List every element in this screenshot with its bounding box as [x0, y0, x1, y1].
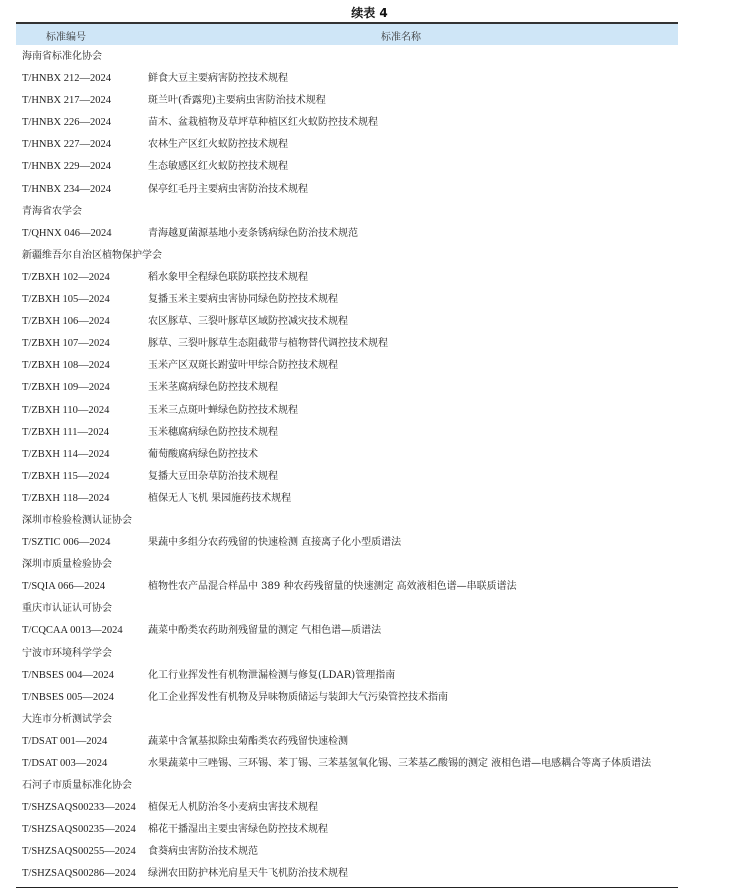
standard-name: 鲜食大豆主要病害防控技术规程: [148, 73, 288, 85]
group-row: [16, 775, 678, 797]
standard-name: 蔬菜中含氰基拟除虫菊酯类农药残留快速检测: [148, 735, 348, 747]
table-row: [16, 112, 678, 134]
standard-name: 保亭红毛丹主要病虫害防治技术规程: [148, 183, 308, 195]
group-row: [16, 245, 678, 267]
group-row: [16, 46, 678, 68]
standard-code: T/SHZSAQS00235—2024: [22, 824, 136, 836]
standard-name: 葡萄酸腐病绿色防控技术: [148, 448, 258, 460]
standard-code: T/ZBXH 118—2024: [22, 492, 110, 504]
table-row: [16, 68, 678, 90]
table-row: [16, 134, 678, 156]
standard-code: T/HNBX 229—2024: [22, 161, 111, 173]
organization-name: 青海省农学会: [22, 205, 82, 217]
table-row: [16, 687, 678, 709]
table-row: [16, 223, 678, 245]
standard-code: T/SHZSAQS00233—2024: [22, 802, 136, 814]
standard-name: 水果蔬菜中三唑锡、三环锡、苯丁锡、三苯基氢氧化锡、三苯基乙酸锡的测定 液相色谱—电感耦合等离子体质谱法: [148, 758, 652, 769]
standard-name: 豚草、三裂叶豚草生态阻截带与植物替代调控技术规程: [148, 338, 388, 350]
standard-code: T/NBSES 004—2024: [22, 669, 114, 681]
standard-code: T/ZBXH 115—2024: [22, 470, 110, 482]
standard-code: T/SQIA 066—2024: [22, 581, 106, 593]
standard-code: T/QHNX 046—2024: [22, 227, 112, 239]
standard-code: T/SHZSAQS00286—2024: [22, 868, 136, 880]
standard-code: T/ZBXH 105—2024: [22, 294, 110, 306]
standard-code: T/HNBX 234—2024: [22, 183, 111, 195]
table-row: [16, 488, 678, 510]
standard-name: 植保无人飞机 果园施药技术规程: [148, 492, 292, 504]
standard-name: 棉花干播湿出主要虫害绿色防控技术规程: [148, 824, 328, 836]
standard-name: 玉米穗腐病绿色防控技术规程: [148, 426, 278, 438]
standard-code: T/ZBXH 110—2024: [22, 404, 110, 416]
standard-code: T/ZBXH 102—2024: [22, 271, 110, 283]
organization-name: 石河子市质量标准化协会: [22, 780, 132, 792]
table-row: [16, 466, 678, 488]
standard-code: T/ZBXH 108—2024: [22, 360, 110, 372]
group-row: [16, 554, 678, 576]
group-row: [16, 201, 678, 223]
organization-name: 深圳市质量检验协会: [22, 559, 112, 571]
table-row: [16, 731, 678, 753]
table-row: [16, 444, 678, 466]
standard-name: 化工行业挥发性有机物泄漏检测与修复(LDAR)管理指南: [148, 669, 396, 681]
column-header-code: 标准编号: [46, 32, 86, 43]
table-body: [16, 45, 678, 886]
standard-code: T/HNBX 226—2024: [22, 117, 111, 129]
standard-name: 食葵病虫害防治技术规范: [148, 846, 258, 858]
table-row: [16, 665, 678, 687]
table-row: [16, 422, 678, 444]
group-row: [16, 643, 678, 665]
standard-name: 玉米产区双斑长跗萤叶甲综合防控技术规程: [148, 360, 338, 372]
table-title: 续表 4: [351, 6, 388, 20]
standard-name: 绿洲农田防护林光肩星天牛飞机防治技术规程: [148, 868, 348, 880]
standard-name: 蔬菜中酚类农药助剂残留量的测定 气相色谱—质谱法: [148, 625, 382, 637]
organization-name: 宁波市环境科学学会: [22, 647, 112, 659]
standard-name: 复播玉米主要病虫害协同绿色防控技术规程: [148, 294, 338, 306]
standard-code: T/DSAT 003—2024: [22, 758, 108, 769]
standard-name: 生态敏感区红火蚁防控技术规程: [148, 161, 288, 173]
organization-name: 重庆市认证认可协会: [22, 603, 112, 615]
group-row: [16, 598, 678, 620]
standard-code: T/ZBXH 114—2024: [22, 448, 110, 460]
standard-name: 植物性农产品混合样品中 389 种农药残留量的快速测定 高效液相色谱—串联质谱法: [148, 581, 517, 593]
standard-code: T/ZBXH 107—2024: [22, 338, 110, 350]
standard-code: T/HNBX 212—2024: [22, 73, 111, 85]
table-row: [16, 576, 678, 598]
standard-code: T/HNBX 217—2024: [22, 95, 111, 107]
standard-name: 复播大豆田杂草防治技术规程: [148, 470, 278, 482]
table-row: [16, 311, 678, 333]
standard-code: T/NBSES 005—2024: [22, 691, 114, 703]
table-row: [16, 90, 678, 112]
standard-code: T/ZBXH 106—2024: [22, 316, 110, 328]
standards-table: [16, 22, 678, 888]
table-row: [16, 400, 678, 422]
organization-name: 海南省标准化协会: [22, 51, 102, 62]
standard-code: T/CQCAA 0013—2024: [22, 625, 123, 637]
standard-code: T/DSAT 001—2024: [22, 735, 108, 747]
standard-code: T/SHZSAQS00255—2024: [22, 846, 136, 858]
table-row: [16, 841, 678, 863]
standard-name: 农林生产区红火蚁防控技术规程: [148, 139, 288, 151]
table-row: [16, 333, 678, 355]
standard-code: T/ZBXH 109—2024: [22, 382, 110, 394]
table-row: [16, 532, 678, 554]
group-row: [16, 709, 678, 731]
table-row: [16, 753, 678, 775]
table-row: [16, 179, 678, 201]
standard-name: 玉米茎腐病绿色防控技术规程: [148, 382, 278, 394]
table-row: [16, 355, 678, 377]
table-row: [16, 377, 678, 399]
standard-code: T/ZBXH 111—2024: [22, 426, 110, 438]
table-row: [16, 797, 678, 819]
standard-name: 植保无人机防治冬小麦病虫害技术规程: [148, 802, 318, 814]
group-row: [16, 510, 678, 532]
table-row: [16, 267, 678, 289]
table-header: [16, 24, 678, 45]
standard-name: 果蔬中多组分农药残留的快速检测 直接离子化小型质谱法: [148, 537, 402, 549]
standard-name: 玉米三点斑叶蝉绿色防控技术规程: [148, 404, 298, 416]
standard-name: 青海越夏菌源基地小麦条锈病绿色防治技术规范: [148, 227, 358, 239]
organization-name: 大连市分析测试学会: [22, 713, 112, 725]
organization-name: 新疆维吾尔自治区植物保护学会: [22, 249, 162, 261]
standard-name: 斑兰叶(香露兜)主要病虫害防治技术规程: [148, 95, 326, 107]
table-row: [16, 819, 678, 841]
column-header-name: 标准名称: [381, 32, 421, 43]
standard-name: 农区豚草、三裂叶豚草区域防控减灾技术规程: [148, 316, 348, 328]
organization-name: 深圳市检验检测认证协会: [22, 514, 132, 526]
standard-name: 苗木、盆栽植物及草坪草种植区红火蚁防控技术规程: [148, 117, 378, 129]
table-row: [16, 289, 678, 311]
standard-name: 稻水象甲全程绿色联防联控技术规程: [148, 271, 308, 283]
table-row: [16, 156, 678, 178]
standard-name: 化工企业挥发性有机物及异味物质储运与装卸大气污染管控技术指南: [148, 691, 448, 703]
table-row: [16, 863, 678, 885]
standard-code: T/SZTIC 006—2024: [22, 537, 111, 549]
table-row: [16, 620, 678, 642]
standard-code: T/HNBX 227—2024: [22, 139, 111, 151]
